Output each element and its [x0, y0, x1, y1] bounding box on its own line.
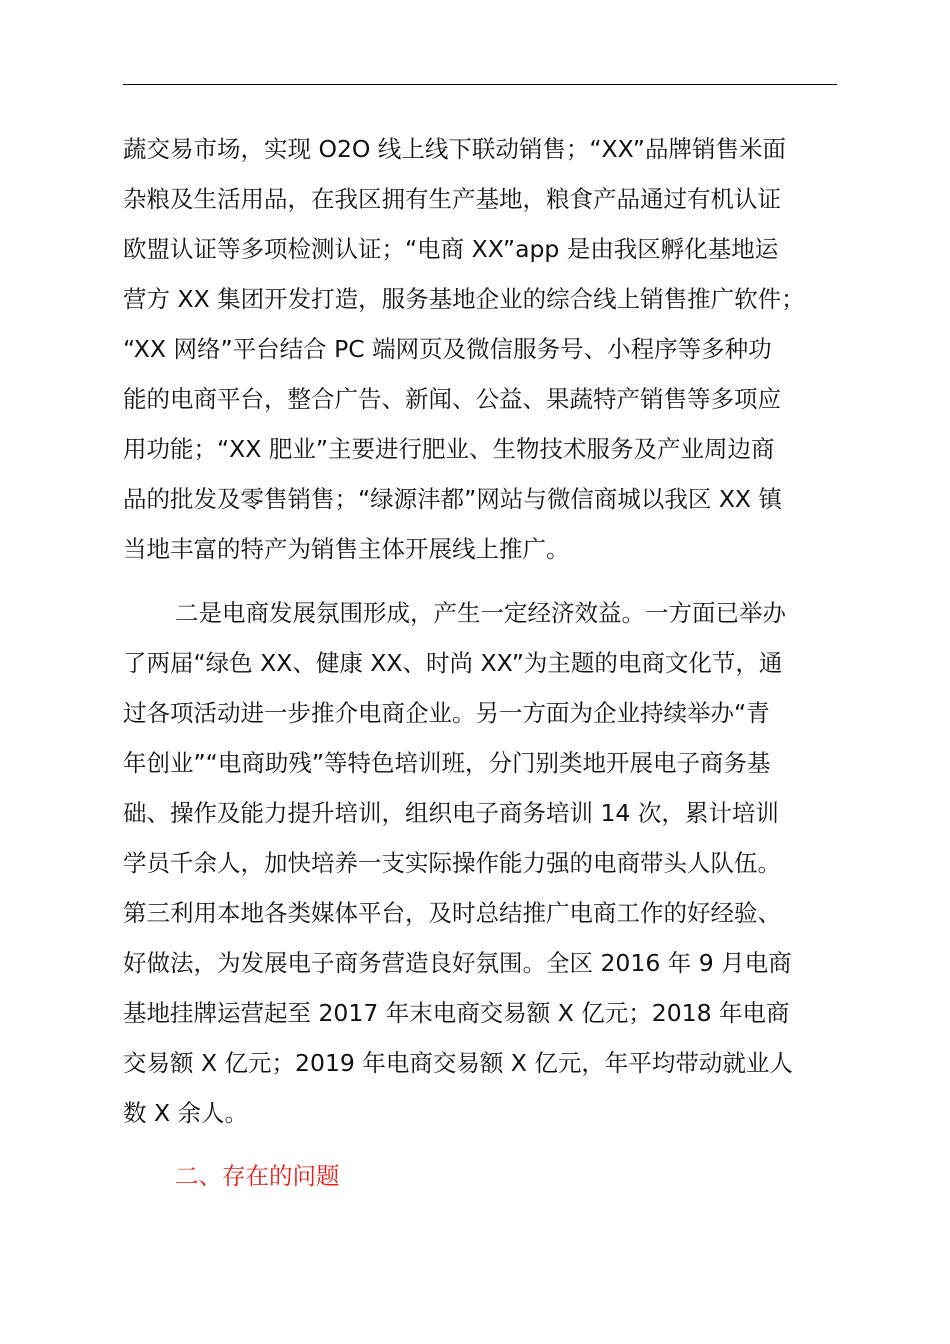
paragraph-line: 年创业”“电商助残”等特色培训班，分门别类地开展电子商务基	[123, 749, 771, 777]
paragraph-line: 数 X 余人。	[123, 1099, 249, 1127]
paragraph-line: 基地挂牌运营起至 2017 年末电商交易额 X 亿元；2018 年电商	[123, 999, 790, 1027]
header-rule	[123, 84, 837, 85]
paragraph-first-line: 二是电商发展氛围形成，产生一定经济效益。一方面已举办	[175, 599, 786, 627]
paragraph-line: 了两届“绿色 XX、健康 XX、时尚 XX”为主题的电商文化节，通	[123, 649, 783, 677]
paragraph-line: 欧盟认证等多项检测认证；“电商 XX”app 是由我区孵化基地运	[123, 235, 779, 263]
paragraph-line: “XX 网络”平台结合 PC 端网页及微信服务号、小程序等多种功	[123, 335, 772, 363]
paragraph-line: 学员千余人，加快培养一支实际操作能力强的电商带头人队伍。	[123, 849, 781, 877]
paragraph-line: 用功能；“XX 肥业”主要进行肥业、生物技术服务及产业周边商	[123, 435, 775, 463]
paragraph-line: 础、操作及能力提升培训，组织电子商务培训 14 次，累计培训	[123, 799, 779, 827]
paragraph-line: 营方 XX 集团开发打造，服务基地企业的综合线上销售推广软件；	[123, 285, 805, 313]
paragraph-line: 好做法，为发展电子商务营造良好氛围。全区 2016 年 9 月电商	[123, 949, 792, 977]
paragraph-line: 杂粮及生活用品，在我区拥有生产基地，粮食产品通过有机认证	[123, 185, 781, 213]
paragraph-1	[123, 124, 845, 574]
paragraph-line: 蔬交易市场，实现 O2O 线上线下联动销售；“XX”品牌销售米面	[123, 135, 786, 163]
paragraph-line: 交易额 X 亿元；2019 年电商交易额 X 亿元，年平均带动就业人	[123, 1049, 793, 1077]
paragraph-line: 第三利用本地各类媒体平台，及时总结推广电商工作的好经验、	[123, 899, 781, 927]
paragraph-2	[123, 588, 845, 1138]
section-heading: 二、存在的问题	[175, 1162, 340, 1190]
paragraph-line: 过各项活动进一步推介电商企业。另一方面为企业持续举办“青	[123, 699, 770, 727]
paragraph-line: 品的批发及零售销售；“绿源沣都”网站与微信商城以我区 XX 镇	[123, 485, 782, 513]
paragraph-line: 当地丰富的特产为销售主体开展线上推广。	[123, 535, 570, 563]
paragraph-line: 能的电商平台，整合广告、新闻、公益、果蔬特产销售等多项应	[123, 385, 781, 413]
